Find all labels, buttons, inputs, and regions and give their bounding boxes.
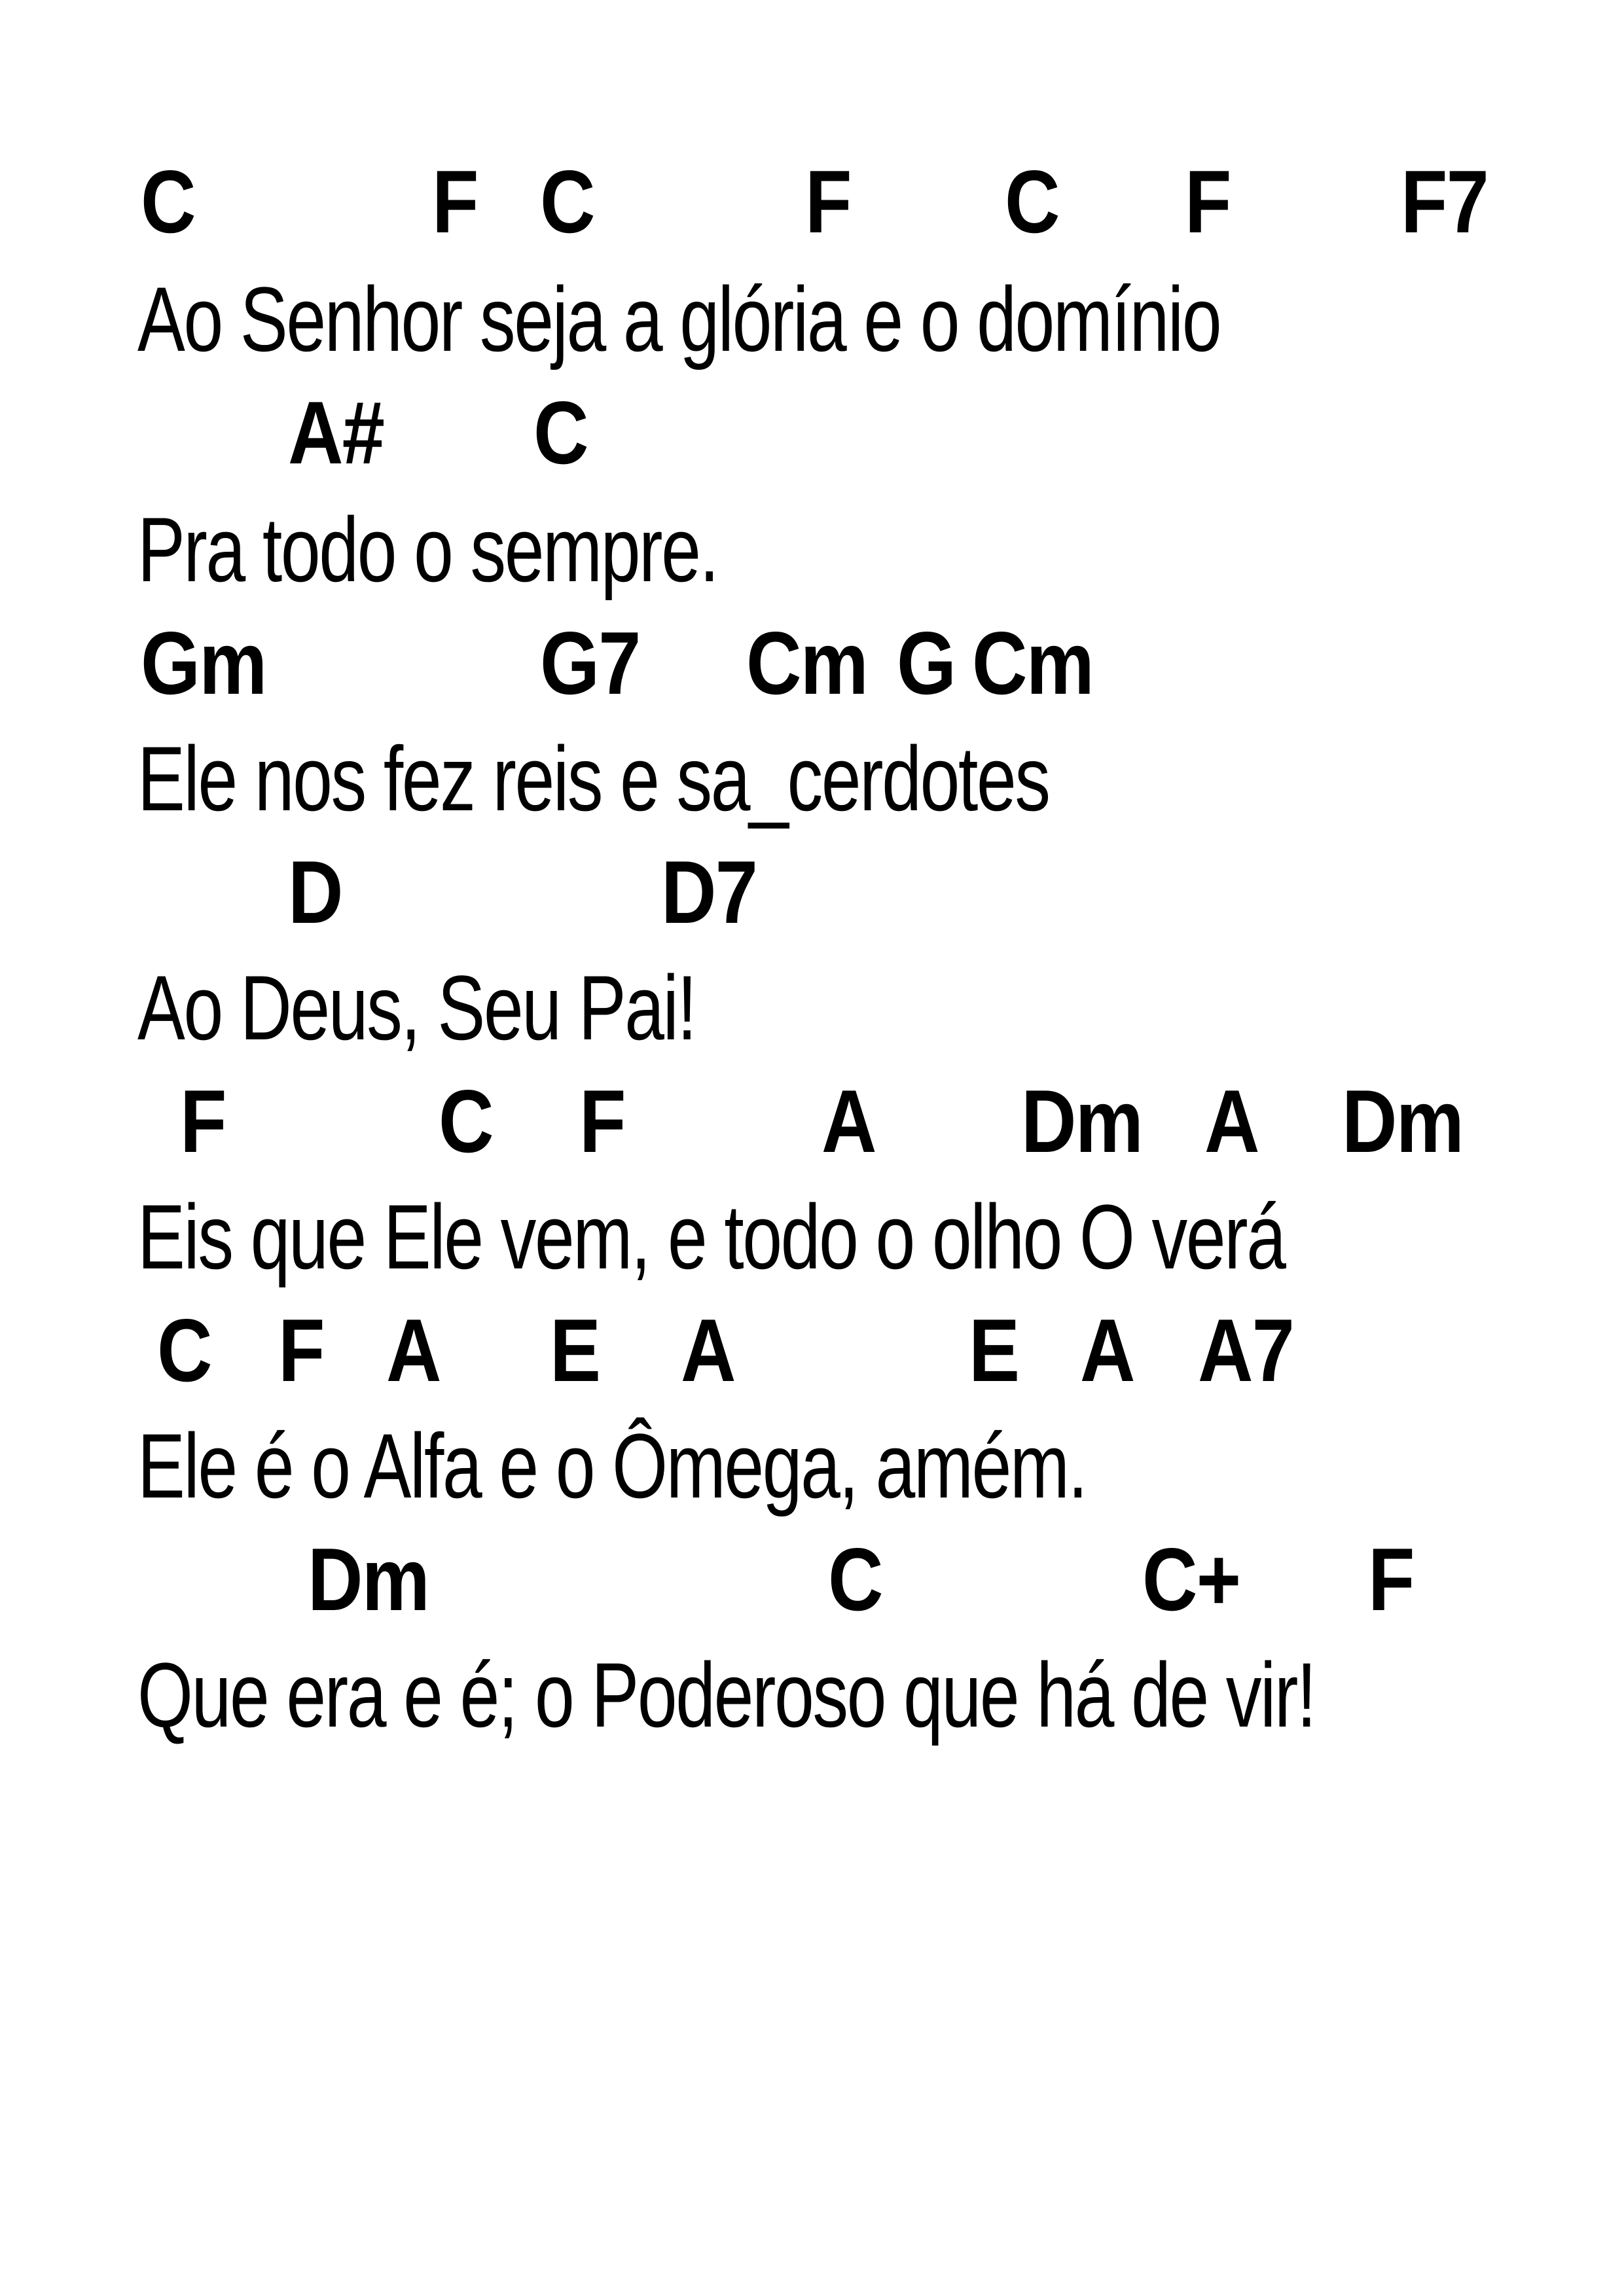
lyric-line: Ele é o Alfa e o Ômega, amém. (137, 1414, 1087, 1517)
chord: G7 (540, 613, 640, 713)
chord: D (288, 842, 342, 942)
chord: C (157, 1300, 211, 1400)
chord: C (141, 152, 195, 251)
chord: A (821, 1071, 876, 1171)
lyric-line: Que era e é; o Poderoso que há de vir! (137, 1643, 1316, 1746)
chord: A (1080, 1300, 1134, 1400)
lyric-line: Eis que Ele vem, e todo o olho O verá (137, 1185, 1285, 1288)
chord: F (432, 152, 478, 251)
lyric-line: Ao Deus, Seu Pai! (137, 956, 696, 1059)
chord: A (386, 1300, 441, 1400)
chord: Dm (308, 1530, 429, 1629)
chord: E (550, 1300, 600, 1400)
chord: D7 (661, 842, 757, 942)
chord: F (1185, 152, 1231, 251)
chord: F (805, 152, 851, 251)
chord: A# (288, 383, 384, 482)
chord: C+ (1142, 1530, 1240, 1629)
chord: F (278, 1300, 324, 1400)
chord: Gm (141, 613, 266, 713)
chord: Cm (746, 613, 868, 713)
chord: C (439, 1071, 493, 1171)
chord: Dm (1342, 1071, 1464, 1171)
lyric-line: Ele nos fez reis e sa_cerdotes (137, 727, 1049, 830)
chord: Dm (1021, 1071, 1143, 1171)
lyric-line: Ao Senhor seja a glória e o domínio (137, 268, 1221, 370)
chord: G (897, 613, 956, 713)
lyric-line: Pra todo o sempre. (137, 498, 718, 601)
chord: C (828, 1530, 882, 1629)
chord: E (969, 1300, 1019, 1400)
chord: F (1368, 1530, 1414, 1629)
chord: Cm (972, 613, 1094, 713)
chord: F (180, 1071, 226, 1171)
chord: A (681, 1300, 735, 1400)
chord: F7 (1401, 152, 1489, 251)
chord: F (579, 1071, 625, 1171)
chord: A7 (1198, 1300, 1294, 1400)
chord: C (533, 383, 588, 482)
chord: C (540, 152, 594, 251)
chord: A (1204, 1071, 1259, 1171)
chord: C (1005, 152, 1059, 251)
